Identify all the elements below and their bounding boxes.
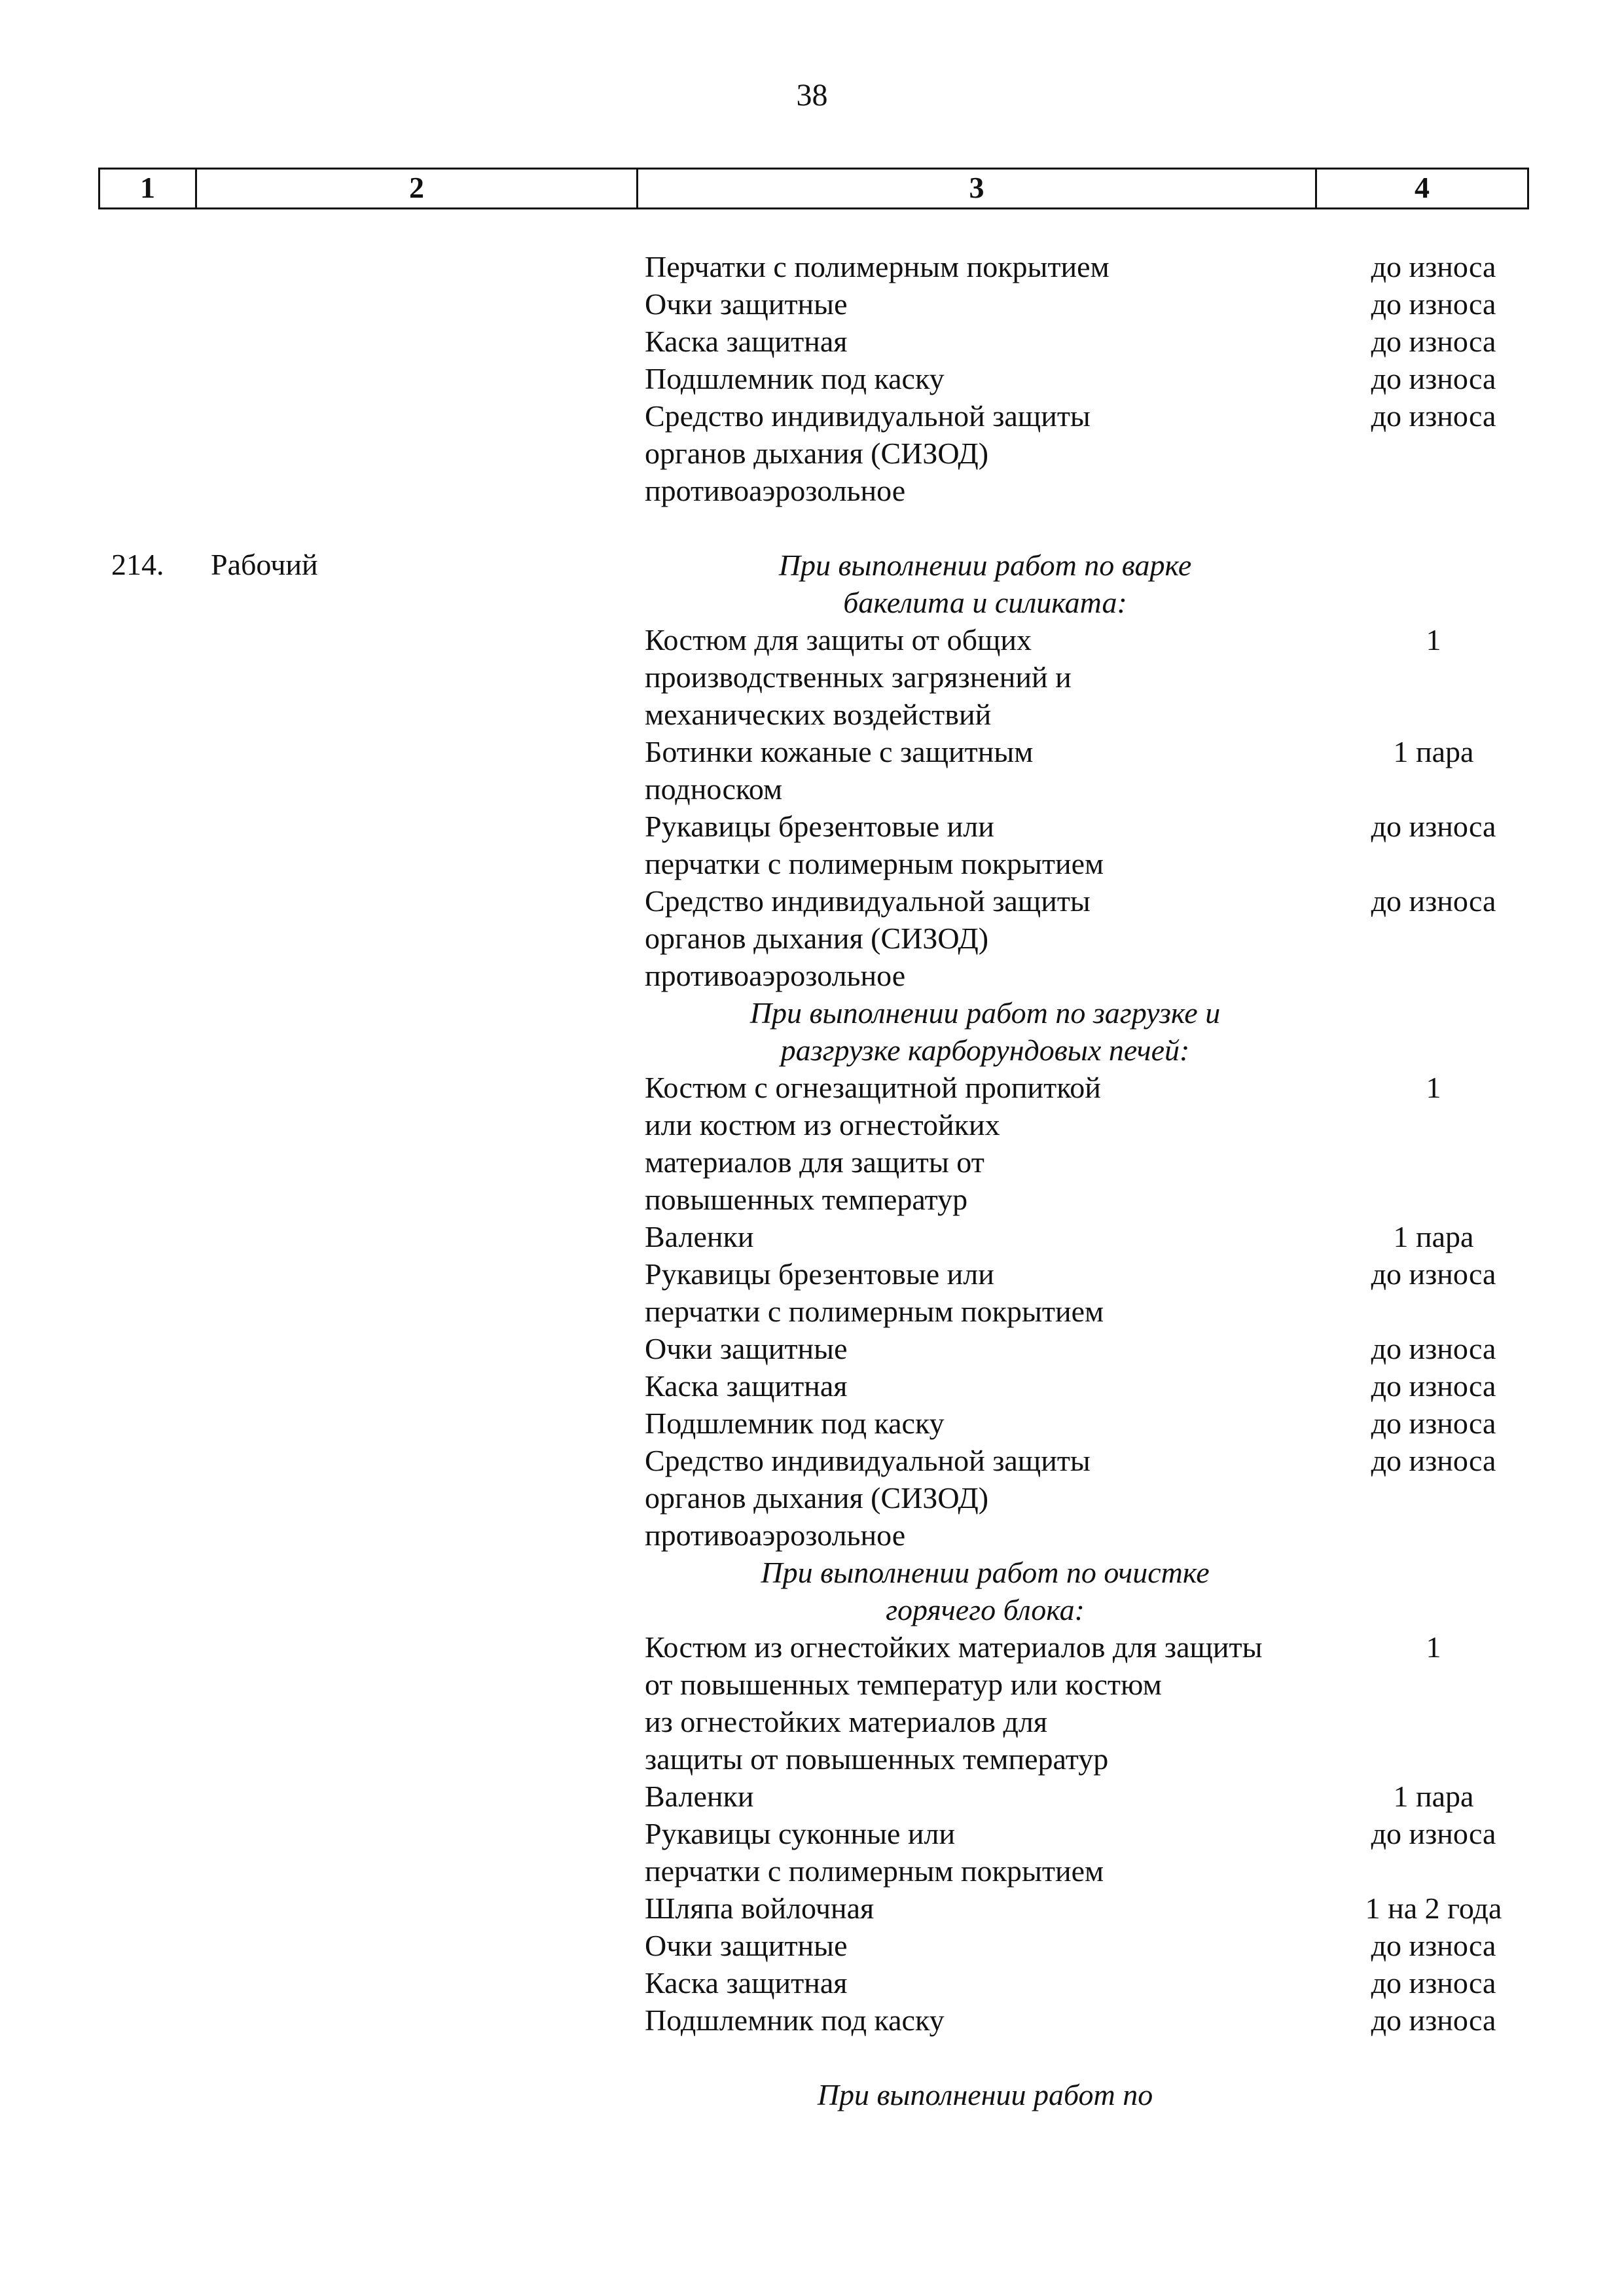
- section-heading: [645, 584, 1548, 621]
- list-item: [645, 808, 1548, 845]
- item-quantity: до износа: [1371, 1332, 1496, 1365]
- item-name: материалов для защиты от: [645, 1145, 984, 1179]
- item-name: Подшлемник под каску: [645, 1407, 945, 1440]
- item-name: противоаэрозольное: [645, 474, 906, 507]
- item-name: механических воздействий: [645, 698, 992, 731]
- list-item: [645, 1890, 1548, 1927]
- list-item: [645, 1181, 1548, 1218]
- list-item: [645, 1516, 1548, 1554]
- header-col-1: 1: [100, 170, 197, 207]
- ppe-list: [645, 248, 1548, 2113]
- item-quantity: до износа: [1371, 287, 1496, 321]
- item-name: Каска защитная: [645, 1966, 848, 2000]
- item-quantity: до износа: [1371, 1444, 1496, 1477]
- item-name: защиты от повышенных температур: [645, 1742, 1109, 1776]
- item-name: противоаэрозольное: [645, 1518, 906, 1552]
- item-name: органов дыхания (СИЗОД): [645, 922, 989, 955]
- item-name: или костюм из огнестойких: [645, 1108, 1000, 1141]
- row-profession: Рабочий: [211, 548, 318, 581]
- item-name: Средство индивидуальной защиты: [645, 1444, 1091, 1477]
- list-item: [645, 1069, 1548, 1106]
- list-item: [645, 1927, 1548, 1964]
- list-item: [645, 770, 1548, 808]
- header-col-3: 3: [638, 170, 1317, 207]
- list-item: [645, 1330, 1548, 1367]
- item-name: Костюм с огнезащитной пропиткой: [645, 1071, 1101, 1104]
- item-quantity: до износа: [1371, 884, 1496, 918]
- section-heading-text: При выполнении работ по загрузке и: [749, 996, 1221, 1030]
- list-item: [645, 1442, 1548, 1479]
- item-name: Очки защитные: [645, 1332, 848, 1365]
- item-name: Очки защитные: [645, 1929, 848, 1962]
- list-item: [645, 957, 1548, 994]
- list-item: [645, 1703, 1548, 1740]
- item-quantity: до износа: [1371, 325, 1496, 358]
- item-name: Костюм из огнестойких материалов для защиты: [645, 1630, 1263, 1664]
- list-item: [645, 658, 1548, 696]
- list-item: [645, 323, 1548, 360]
- list-item: [645, 1815, 1548, 1852]
- item-name: Валенки: [645, 1780, 754, 1813]
- list-item: [645, 621, 1548, 658]
- item-quantity: 1 пара: [1393, 1780, 1474, 1813]
- section-heading: [645, 994, 1548, 1031]
- item-name: Подшлемник под каску: [645, 362, 945, 395]
- item-quantity: 1 пара: [1393, 735, 1474, 768]
- item-quantity: до износа: [1371, 1966, 1496, 2000]
- item-name: Ботинки кожаные с защитным: [645, 735, 1034, 768]
- item-quantity: до износа: [1371, 1929, 1496, 1962]
- item-quantity: до износа: [1371, 1369, 1496, 1403]
- item-quantity: 1: [1426, 623, 1441, 656]
- table-header: [98, 168, 1529, 209]
- header-col-2: 2: [197, 170, 638, 207]
- list-item: [645, 1666, 1548, 1703]
- item-name: повышенных температур: [645, 1183, 968, 1216]
- item-name: Перчатки с полимерным покрытием: [645, 250, 1110, 283]
- list-item: [645, 1367, 1548, 1405]
- item-name: Рукавицы суконные или: [645, 1817, 956, 1850]
- item-quantity: 1 пара: [1393, 1220, 1474, 1253]
- list-item: [645, 1106, 1548, 1143]
- header-col-4: 4: [1415, 171, 1430, 204]
- item-name: Подшлемник под каску: [645, 2003, 945, 2037]
- item-name: органов дыхания (СИЗОД): [645, 437, 989, 470]
- section-heading-text: При выполнении работ по очистке: [761, 1556, 1210, 1589]
- item-name: Рукавицы брезентовые или: [645, 810, 994, 843]
- item-name: органов дыхания (СИЗОД): [645, 1481, 989, 1515]
- item-name: Шляпа войлочная: [645, 1892, 875, 1925]
- list-item: [645, 1143, 1548, 1181]
- item-name: перчатки с полимерным покрытием: [645, 1295, 1104, 1328]
- list-item: [645, 1740, 1548, 1778]
- item-name: перчатки с полимерным покрытием: [645, 1854, 1104, 1888]
- list-item: [645, 733, 1548, 770]
- list-item: [645, 1964, 1548, 2001]
- list-item: [645, 1218, 1548, 1255]
- list-item: [645, 920, 1548, 957]
- section-heading-text: бакелита и силиката:: [843, 586, 1127, 619]
- item-name: из огнестойких материалов для: [645, 1705, 1048, 1738]
- item-name: Средство индивидуальной защиты: [645, 884, 1091, 918]
- item-name: перчатки с полимерным покрытием: [645, 847, 1104, 880]
- item-name: Костюм для защиты от общих: [645, 623, 1032, 656]
- item-quantity: 1: [1426, 1071, 1441, 1104]
- item-quantity: до износа: [1371, 1817, 1496, 1850]
- list-item: [645, 435, 1548, 472]
- list-item: [645, 696, 1548, 733]
- item-name: Валенки: [645, 1220, 754, 1253]
- section-heading: [645, 547, 1548, 584]
- list-item: [645, 360, 1548, 397]
- item-quantity: 1: [1426, 1630, 1441, 1664]
- item-quantity: 1 на 2 года: [1365, 1892, 1502, 1925]
- item-name: производственных загрязнений и: [645, 660, 1072, 694]
- item-name: противоаэрозольное: [645, 959, 906, 992]
- row-number: 214.: [111, 548, 164, 581]
- item-name: Средство индивидуальной защиты: [645, 399, 1091, 433]
- list-item: [645, 1293, 1548, 1330]
- section-heading: [645, 1591, 1548, 1628]
- item-quantity: до износа: [1371, 1257, 1496, 1291]
- list-item: [645, 1778, 1548, 1815]
- page-number: 38: [796, 78, 828, 113]
- item-name: Каска защитная: [645, 325, 848, 358]
- list-item: [645, 1479, 1548, 1516]
- item-quantity: до износа: [1371, 250, 1496, 283]
- list-item: [645, 1405, 1548, 1442]
- section-heading: [645, 2076, 1548, 2113]
- item-name: подноском: [645, 772, 783, 806]
- section-heading-text: При выполнении работ по варке: [778, 548, 1192, 582]
- list-item: [645, 2001, 1548, 2039]
- section-heading: [645, 1554, 1548, 1591]
- list-item: [645, 845, 1548, 882]
- item-name: Каска защитная: [645, 1369, 848, 1403]
- list-item: [645, 1255, 1548, 1293]
- list-item: [645, 1628, 1548, 1666]
- section-heading: [645, 1031, 1548, 1069]
- list-item: [645, 285, 1548, 323]
- list-item: [645, 248, 1548, 285]
- section-heading-text: При выполнении работ по: [817, 2078, 1153, 2111]
- list-item: [645, 1852, 1548, 1890]
- item-quantity: до износа: [1371, 362, 1496, 395]
- list-item: [645, 472, 1548, 509]
- item-quantity: до износа: [1371, 1407, 1496, 1440]
- section-heading-text: разгрузке карборундовых печей:: [780, 1033, 1190, 1067]
- list-item: [645, 882, 1548, 920]
- item-quantity: до износа: [1371, 810, 1496, 843]
- item-name: Очки защитные: [645, 287, 848, 321]
- list-item: [645, 397, 1548, 435]
- item-name: от повышенных температур или костюм: [645, 1668, 1162, 1701]
- item-quantity: до износа: [1371, 2003, 1496, 2037]
- section-heading-text: горячего блока:: [886, 1593, 1085, 1626]
- item-quantity: до износа: [1371, 399, 1496, 433]
- item-name: Рукавицы брезентовые или: [645, 1257, 994, 1291]
